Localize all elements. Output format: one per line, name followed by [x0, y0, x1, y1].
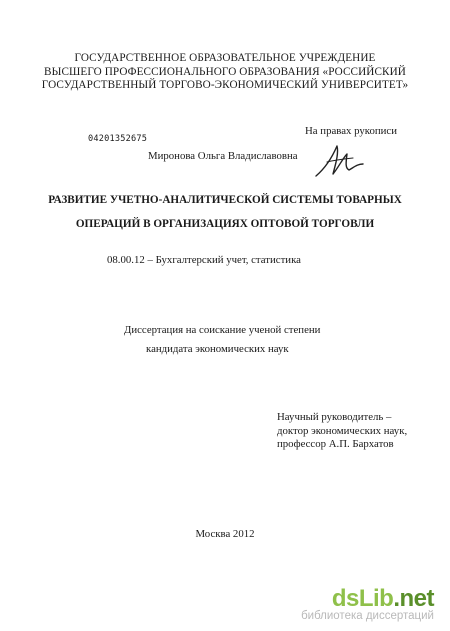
degree-statement — [124, 321, 320, 359]
dslib-watermark — [254, 586, 434, 622]
logo-part-1: dsLib — [331, 585, 394, 612]
institution-line-2: ВЫСШЕГО ПРОФЕССИОНАЛЬНОГО ОБРАЗОВАНИЯ «РОССИЙСКИЙ — [44, 65, 406, 78]
specialty-code: 08.00.12 – Бухгалтерский учет, статистика — [107, 254, 301, 266]
institution-line-3: ГОСУДАРСТВЕННЫЙ ТОРГОВО-ЭКОНОМИЧЕСКИЙ УНИВЕРСИТЕТ» — [41, 79, 409, 92]
institution-header — [0, 52, 450, 93]
degree-line-1: Диссертация на соискание ученой степени — [124, 324, 321, 336]
institution-line-1: ГОСУДАРСТВЕННОЕ ОБРАЗОВАТЕЛЬНОЕ УЧРЕЖДЕНИЕ — [74, 52, 376, 64]
logo-part-2: .net — [393, 585, 434, 612]
degree-line-2: кандидата экономических наук — [146, 343, 289, 355]
watermark-subtitle: библиотека диссертаций — [301, 610, 434, 622]
catalog-code: 04201352675 — [88, 134, 148, 144]
supervisor-line-3: профессор А.П. Бархатов — [277, 438, 394, 450]
rights-note: На правах рукописи — [305, 125, 397, 137]
signature-icon — [313, 140, 373, 182]
supervisor-line-2: доктор экономических наук, — [277, 424, 408, 437]
dissertation-title — [0, 188, 450, 236]
author-name: Миронова Ольга Владиславовна — [148, 150, 298, 162]
supervisor-block — [277, 411, 407, 452]
title-line-2: ОПЕРАЦИЙ В ОРГАНИЗАЦИЯХ ОПТОВОЙ ТОРГОВЛИ — [75, 218, 375, 230]
city-year: Москва 2012 — [195, 528, 255, 540]
dslib-logo — [254, 586, 434, 612]
title-line-1: РАЗВИТИЕ УЧЕТНО-АНАЛИТИЧЕСКОЙ СИСТЕМЫ ТОВАРНЫХ — [48, 194, 402, 206]
supervisor-line-1: Научный руководитель – — [277, 411, 392, 423]
